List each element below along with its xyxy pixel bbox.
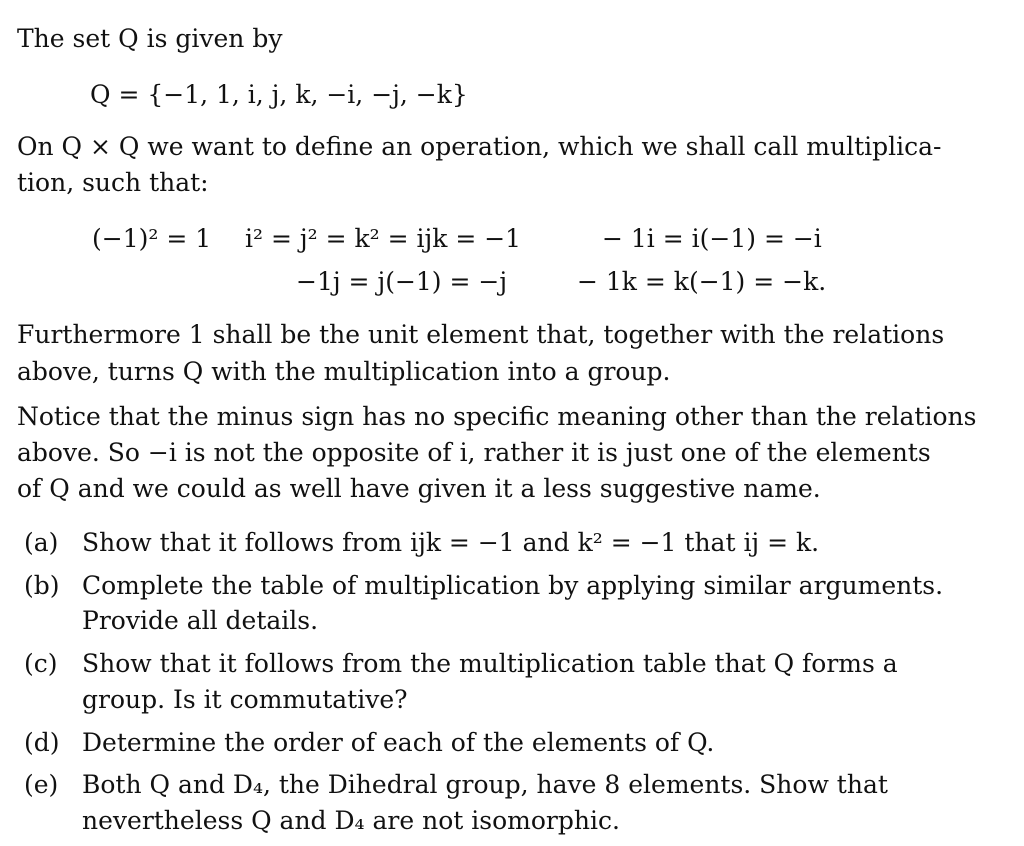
definition-line-2: tion, such that: bbox=[17, 168, 209, 197]
paragraph2-line-1: Furthermore 1 shall be the unit element that, together with the relations bbox=[17, 320, 945, 349]
definition-line-1: On Q × Q we want to define an operation, which we shall call multiplica- bbox=[17, 132, 942, 161]
item-a-label: (a) bbox=[24, 528, 59, 557]
item-e-line-1: Both Q and D₄, the Dihedral group, have 8 elements. Show that bbox=[82, 770, 888, 799]
item-b-line-1: Complete the table of multiplication by applying similar arguments. bbox=[82, 571, 944, 600]
relation-minus-i: − 1i = i(−1) = −i bbox=[602, 224, 822, 253]
relation-minus-k: − 1k = k(−1) = −k. bbox=[577, 267, 827, 296]
paragraph3-line-1: Notice that the minus sign has no specific meaning other than the relations bbox=[17, 402, 977, 431]
item-b-label: (b) bbox=[24, 571, 60, 600]
paragraph2-line-2: above, turns Q with the multiplication into a group. bbox=[17, 357, 671, 386]
item-d-text: Determine the order of each of the elements of Q. bbox=[82, 728, 715, 757]
item-b-line-2: Provide all details. bbox=[82, 606, 319, 635]
item-e-line-2: nevertheless Q and D₄ are not isomorphic. bbox=[82, 806, 620, 835]
item-a-text: Show that it follows from ijk = −1 and k² = −1 that ij = k. bbox=[82, 528, 820, 557]
item-c-line-1: Show that it follows from the multiplication table that Q forms a bbox=[82, 649, 898, 678]
item-c-line-2: group. Is it commutative? bbox=[82, 685, 408, 714]
set-definition-equation: Q = {−1, 1, i, j, k, −i, −j, −k} bbox=[90, 80, 468, 109]
intro-line: The set Q is given by bbox=[17, 24, 283, 53]
relation-neg-one-squared: (−1)² = 1 bbox=[92, 224, 212, 253]
paragraph3-line-2: above. So −i is not the opposite of i, rather it is just one of the elements bbox=[17, 438, 931, 467]
paragraph3-line-3: of Q and we could as well have given it a less suggestive name. bbox=[17, 474, 821, 503]
item-c-label: (c) bbox=[24, 649, 58, 678]
relation-ijk: i² = j² = k² = ijk = −1 bbox=[245, 224, 522, 253]
relation-minus-j: −1j = j(−1) = −j bbox=[296, 267, 508, 296]
item-e-label: (e) bbox=[24, 770, 59, 799]
item-d-label: (d) bbox=[24, 728, 60, 757]
